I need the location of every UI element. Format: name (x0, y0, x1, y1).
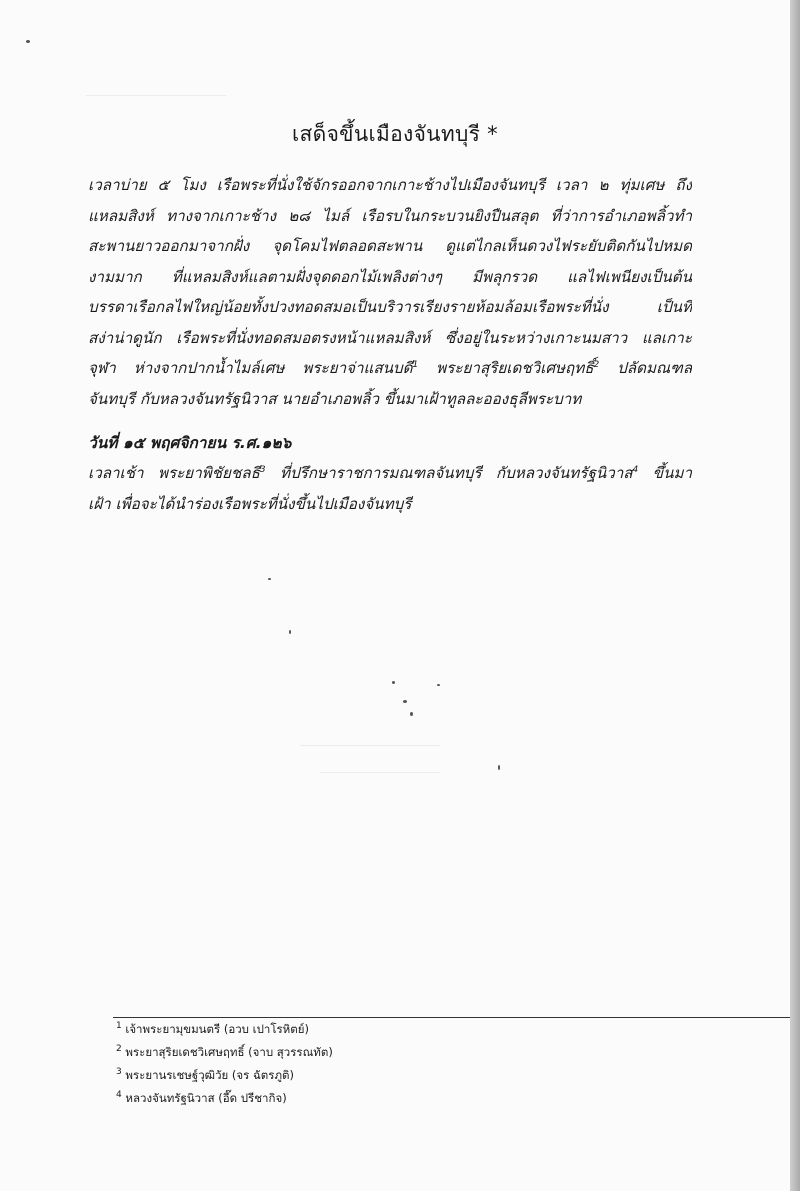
paragraph-line: งามมาก ที่แหลมสิงห์แลตามฝั่งจุดดอกไม้เพลิงต่างๆ มีพลุกรวด แลไฟเพนียงเป็นต้น (88, 267, 692, 286)
paragraph-line: บรรดาเรือกลไฟใหญ่น้อยทั้งปวงทอดสมอเป็นบริวารเรียงรายห้อมล้อมเรือพระที่นั่ง เป็นที่ (88, 298, 692, 316)
scan-show-through (86, 95, 226, 96)
text-span: ที่ปรึกษาราชการมณฑลจันทบุรี กับหลวงจันทรัฐนิวาส (265, 464, 633, 482)
text-span: ขึ้นมา (638, 464, 692, 482)
scan-speck (268, 578, 271, 580)
footnotes (116, 1018, 333, 1110)
footnote-text: เจ้าพระยามุขมนตรี (อวบ เปาโรหิตย์) (125, 1022, 309, 1036)
scan-speck (392, 681, 395, 684)
paragraph-line: แหลมสิงห์ ทางจากเกาะช้าง ๒๘ ไมล์ เรือรบในกระบวนยิงปืนสลุต ที่ว่าการอำเภอพลิ้วทำ (88, 206, 692, 225)
footnote-text: พระยาสุริยเดชวิเศษฤทธิ์ (จาบ สุวรรณทัต) (125, 1045, 333, 1059)
footnote-text: หลวงจันทรัฐนิวาส (อี๊ด ปรีชากิจ) (125, 1091, 287, 1105)
scan-speck (403, 700, 407, 703)
text-span: จุฬา ห่างจากปากน้ำไมล์เศษ พระยาจ่าแสนบดี (88, 359, 413, 377)
footnote-2 (116, 1041, 333, 1064)
scan-speck (437, 684, 440, 686)
paragraph-line: จันทบุรี กับหลวงจันทรัฐนิวาส นายอำเภอพลิ้ว ขึ้นมาเฝ้าทูลละอองธุลีพระบาท (88, 389, 582, 408)
scan-speck (410, 712, 413, 716)
date-heading: วันที่ ๑๕ พฤศจิกายน ร.ศ.๑๒๖ (88, 434, 292, 452)
footnote-number: 1 (116, 1021, 122, 1032)
page-title: เสด็จขึ้นเมืองจันทบุรี * (292, 122, 498, 146)
footnote-3 (116, 1064, 333, 1087)
footnote-ref-1: 1 (412, 359, 419, 370)
scan-speck (289, 630, 291, 634)
paragraph-line: สง่าน่าดูนัก เรือพระที่นั่งทอดสมอตรงหน้าแหลมสิงห์ ซึ่งอยู่ในระหว่างเกาะนมสาว แลเกาะ (88, 328, 692, 347)
footnote-number: 3 (116, 1067, 122, 1078)
footnote-number: 4 (116, 1090, 122, 1101)
text-span: ปลัดมณฑล (599, 359, 692, 377)
scan-speck (26, 40, 30, 43)
text-span: พระยาสุริยเดชวิเศษฤทธิ์ (418, 359, 594, 377)
footnote-ref-4: 4 (632, 464, 639, 475)
footnote-text: พระยานรเชษฐ์วุฒิวัย (จร ฉัตรภูติ) (125, 1068, 294, 1082)
scan-speck (498, 765, 500, 770)
footnote-1 (116, 1018, 333, 1041)
scan-show-through (320, 772, 440, 773)
page-edge (790, 0, 800, 1191)
paragraph-arrival (88, 170, 692, 414)
text-span: เวลาเช้า พระยาพิชัยชลธี (88, 464, 260, 482)
paragraph-line: สะพานยาวออกมาจากฝั่ง จุดโคมไฟตลอดสะพาน ดูแต่ไกลเห็นดวงไฟระยับติดกันไปหมด (88, 237, 692, 255)
footnote-ref-2: 2 (593, 359, 600, 370)
paragraph-line: เฝ้า เพื่อจะได้นำร่องเรือพระที่นั่งขึ้นไปเมืองจันทบุรี (88, 494, 412, 513)
paragraph-line: เวลาบ่าย ๕ โมง เรือพระที่นั่งใช้จักรออกจากเกาะช้างไปเมืองจันทบุรี เวลา ๒ ทุ่มเศษ ถึง (88, 176, 692, 194)
scan-show-through (300, 745, 440, 746)
footnote-number: 2 (116, 1044, 122, 1055)
paragraph-line-with-footnotes (88, 458, 692, 489)
footnote-4 (116, 1087, 333, 1110)
paragraph-morning (88, 458, 692, 519)
footnote-ref-3: 3 (259, 464, 266, 475)
paragraph-line-with-footnotes (88, 353, 692, 384)
